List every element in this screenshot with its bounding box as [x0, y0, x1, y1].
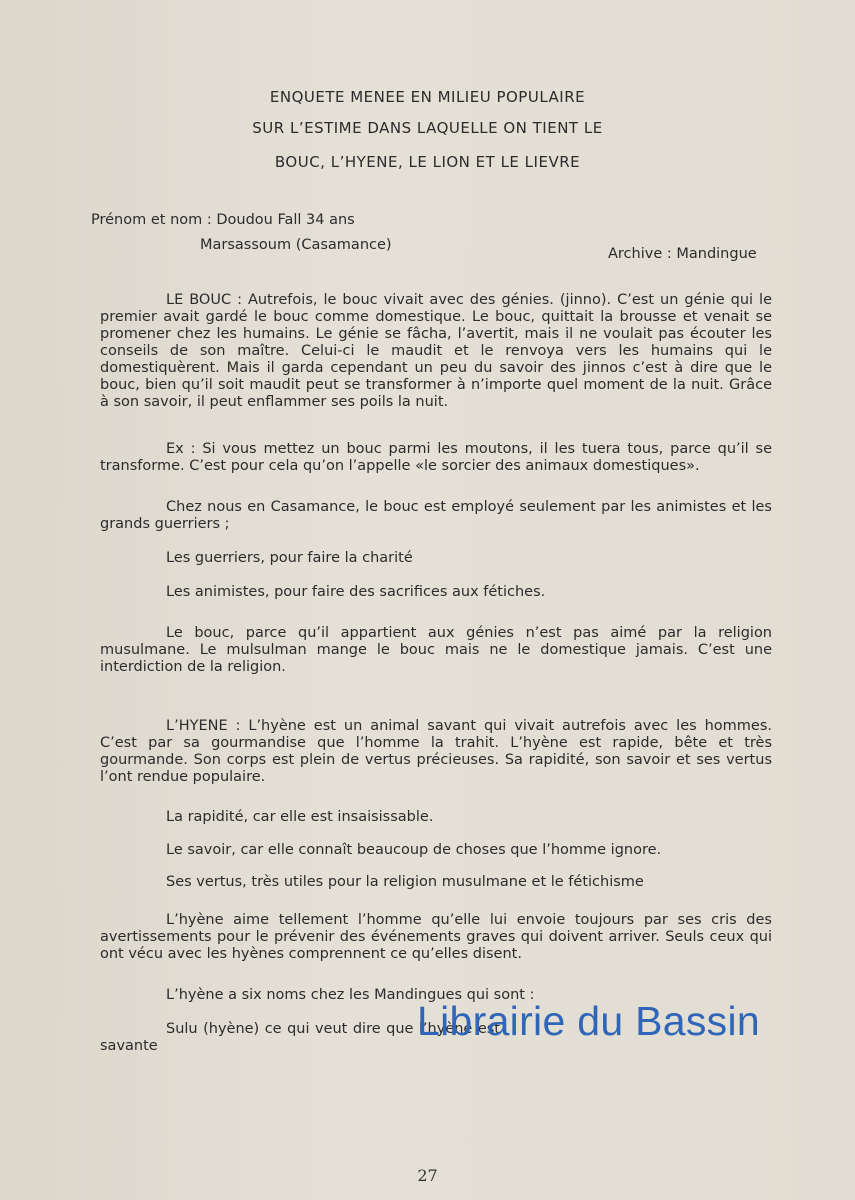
- paragraph-casamance: Chez nous en Casamance, le bouc est employé seulement par les animistes et les grands guerriers ;: [100, 499, 772, 532]
- informant-place: Marsassoum (Casamance): [200, 237, 392, 253]
- paragraph-savoir: Le savoir, car elle connaît beaucoup de choses que l’homme ignore.: [166, 842, 662, 858]
- archive-label: Archive : Mandingue: [608, 246, 757, 262]
- paragraph-six-noms: L’hyène a six noms chez les Mandingues qui sont :: [166, 987, 535, 1003]
- paragraph-rapidite: La rapidité, car elle est insaisissable.: [166, 809, 434, 825]
- informant-name: Prénom et nom : Doudou Fall 34 ans: [91, 212, 355, 228]
- paragraph-hyene: L’HYENE : L’hyène est un animal savant qui vivait autrefois avec les hommes. C’est par sa gourmandise que l’homme la trahit. L’hyène est rapide, bête et très gourmande. Son corps est plein de vertus précieuses. Sa rapidité, son savoir et ses vertus l’ont rendue populaire.: [100, 718, 772, 785]
- paragraph-guerriers: Les guerriers, pour faire la charité: [166, 550, 413, 566]
- paragraph-bouc: LE BOUC : Autrefois, le bouc vivait avec des génies. (jinno). C’est un génie qui le premier avait gardé le bouc comme domestique. Le bouc, quittait la brousse et venait se promener chez les humains. Le génie se fâcha, l’avertit, mais il ne voulait pas écouter les conseils de son maître. Celui-ci le maudit et le renvoya vers les humains qui le domestiquèrent. Mais il garda cependant un peu du savoir des jinnos c’est à dire que le bouc, bien qu’il soit maudit peut se transformer à n’importe quel moment de la nuit. Grâce à son savoir, il peut enflammer ses poils la nuit.: [100, 292, 772, 410]
- page-number: 27: [417, 1166, 438, 1185]
- title-line-1: ENQUETE MENEE EN MILIEU POPULAIRE: [269, 88, 586, 106]
- paragraph-bouc-example: Ex : Si vous mettez un bouc parmi les moutons, il les tuera tous, parce qu’il se transforme. C’est pour cela qu’on l’appelle «le sorcier des animaux domestiques».: [100, 441, 772, 474]
- paragraph-vertus: Ses vertus, très utiles pour la religion musulmane et le fétichisme: [166, 874, 644, 890]
- watermark-text: Librairie du Bassin: [417, 998, 760, 1044]
- title-line-2: SUR L’ESTIME DANS LAQUELLE ON TIENT LE: [252, 119, 603, 137]
- title-line-3: BOUC, L’HYENE, LE LION ET LE LIEVRE: [274, 153, 581, 171]
- paragraph-bouc-religion: Le bouc, parce qu’il appartient aux génies n’est pas aimé par la religion musulmane. Le mulsulman mange le bouc mais ne le domestique jamais. C’est une interdiction de la religion.: [100, 625, 772, 675]
- paragraph-hyene-homme: L’hyène aime tellement l’homme qu’elle lui envoie toujours par ses cris des avertissements pour le prévenir des événements graves qui doivent arriver. Seuls ceux qui ont vécu avec les hyènes comprennent ce qu’elles disent.: [100, 912, 772, 962]
- paragraph-animistes: Les animistes, pour faire des sacrifices aux fétiches.: [166, 584, 546, 600]
- paragraph-sulu: Sulu (hyène) ce qui veut dire que l’hyène est savante: [100, 1021, 500, 1054]
